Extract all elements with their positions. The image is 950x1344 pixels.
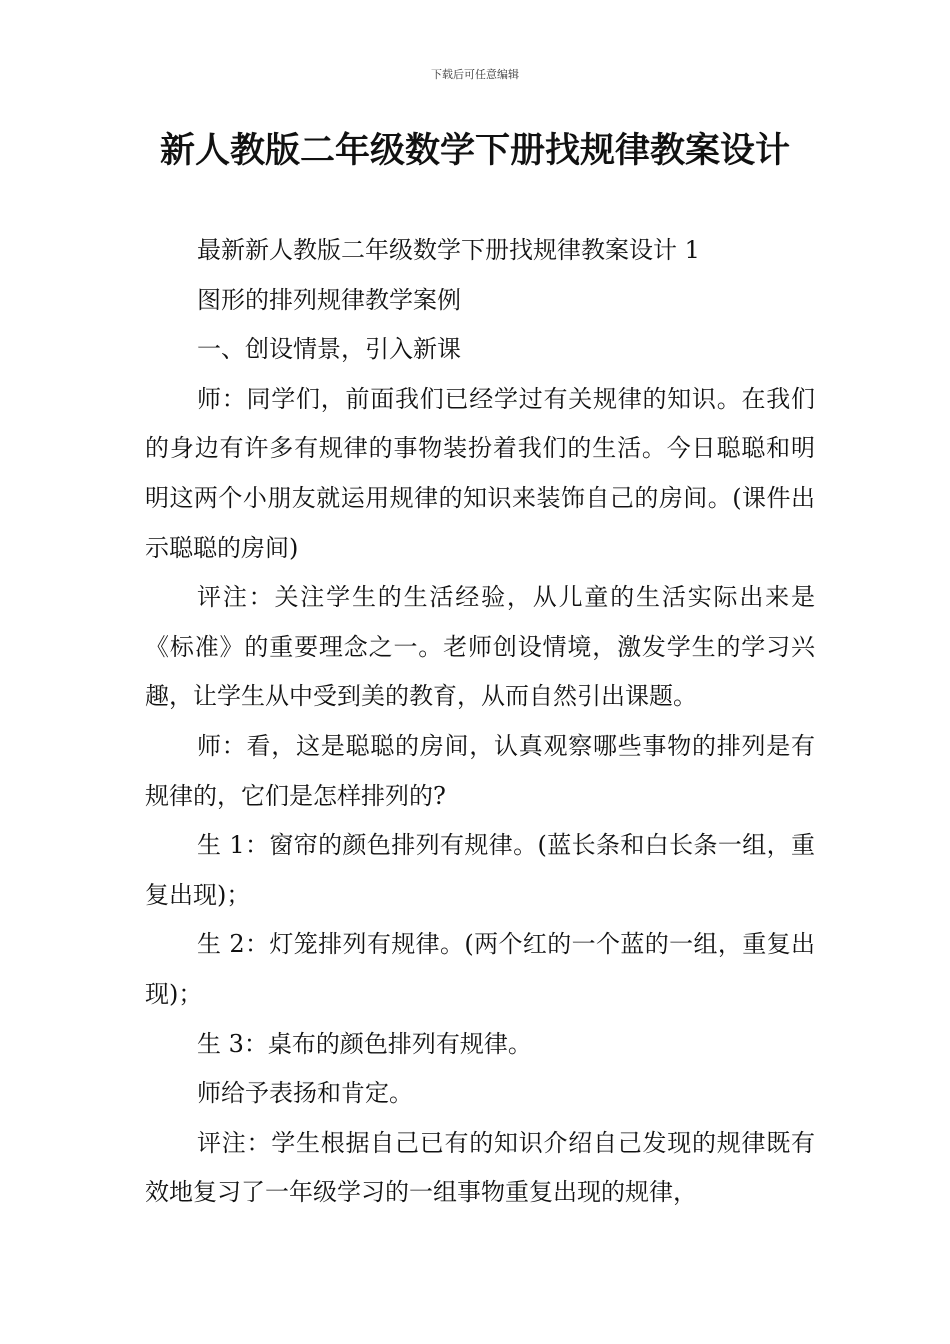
paragraph-teacher-intro: 师：同学们，前面我们已经学过有关规律的知识。在我们的身边有许多有规律的事物装扮着我们的生活。今日聪聪和明明这两个小朋友就运用规律的知识来装饰自己的房间。(课件出示聪聪的房间) [145, 384, 815, 562]
paragraph-teacher-question: 师：看，这是聪聪的房间，认真观察哪些事物的排列是有规律的，它们是怎样排列的? [145, 731, 815, 810]
document-title: 新人教版二年级数学下册找规律教案设计 [159, 131, 790, 171]
paragraph-section-heading: 一、创设情景，引入新课 [197, 335, 461, 364]
paragraph-student-3: 生 3：桌布的颜色排列有规律。 [197, 1029, 532, 1058]
paragraph-student-1: 生 1：窗帘的颜色排列有规律。(蓝长条和白长条一组，重复出现)； [145, 831, 815, 909]
paragraph-teacher-praise: 师给予表扬和肯定。 [197, 1079, 413, 1108]
paragraph-comment-2: 评注：学生根据自己已有的知识介绍自己发现的规律既有效地复习了一年级学习的一组事物重复出现的规律， [145, 1128, 815, 1207]
document-body [145, 226, 815, 1218]
paragraph-comment-1: 评注：关注学生的生活经验，从儿童的生活实际出来是《标准》的重要理念之一。老师创设情境，激发学生的学习兴趣，让学生从中受到美的教育，从而自然引出课题。 [145, 583, 815, 711]
paragraph-subtitle: 最新新人教版二年级数学下册找规律教案设计 1 [197, 236, 700, 264]
header-note: 下载后可任意编辑 [431, 68, 519, 81]
paragraph-case-title: 图形的排列规律教学案例 [197, 285, 461, 314]
paragraph-student-2: 生 2：灯笼排列有规律。(两个红的一个蓝的一组，重复出现)； [145, 930, 815, 1008]
